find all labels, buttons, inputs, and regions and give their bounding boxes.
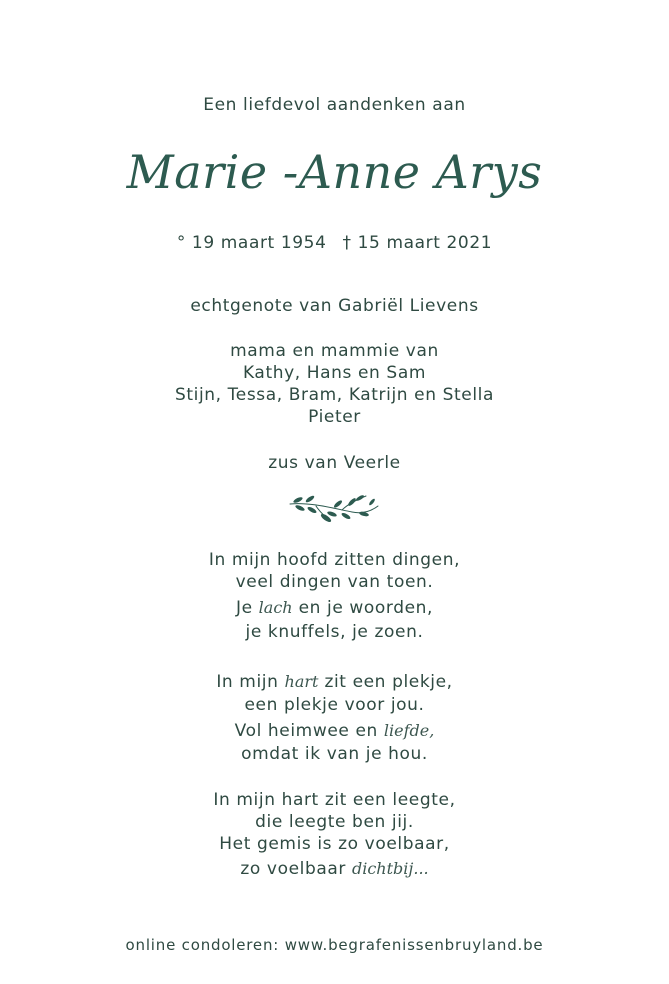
deceased-name: Marie -Anne Arys	[126, 145, 543, 199]
leaf-sprig-icon	[286, 490, 382, 526]
poem-s3-line-4-start: zo voelbaar	[240, 859, 346, 879]
poem-s1-line-2: veel dingen van toen.	[235, 572, 434, 592]
poem-s3-line-4	[0, 858, 669, 880]
spouse-text: echtgenote van Gabriël Lievens	[190, 296, 479, 316]
poem-script-word-dichtbij: dichtbij...	[351, 859, 429, 878]
poem-s2-line-1	[0, 671, 669, 693]
poem-s1-line-4: je knuffels, je zoen.	[245, 622, 424, 642]
intro-text: Een liefdevol aandenken aan	[203, 95, 466, 115]
family-line-4: Pieter	[308, 407, 361, 427]
poem-s2-line-2: een plekje voor jou.	[244, 695, 425, 715]
poem-script-word-hart: hart	[284, 672, 319, 691]
dates-row	[0, 232, 669, 254]
poem-s2-line-1-end: zit een plekje,	[324, 672, 453, 692]
death-date: † 15 maart 2021	[342, 233, 493, 253]
sibling-text: zus van Veerle	[268, 453, 401, 473]
poem-script-word-lach: lach	[258, 598, 293, 617]
family-line-1: mama en mammie van	[230, 341, 439, 361]
family-line-3: Stijn, Tessa, Bram, Katrijn en Stella	[175, 385, 494, 405]
online-condolence-link[interactable]: online condoleren: www.begrafenissenbruyland.be	[125, 936, 544, 954]
poem-s2-line-3-start: Vol heimwee en	[234, 721, 378, 741]
poem-s1-line-3	[0, 597, 669, 619]
poem-s2-line-4: omdat ik van je hou.	[241, 744, 428, 764]
poem-s2-line-3	[0, 720, 669, 742]
poem-script-word-liefde: liefde,	[383, 721, 435, 740]
poem-s3-line-2: die leegte ben jij.	[255, 812, 414, 832]
poem-s1-line-3-start: Je	[235, 598, 253, 618]
poem-s1-line-1: In mijn hoofd zitten dingen,	[208, 550, 461, 570]
family-line-2: Kathy, Hans en Sam	[242, 363, 427, 383]
poem-s3-line-1: In mijn hart zit een leegte,	[213, 790, 456, 810]
poem-s3-line-3: Het gemis is zo voelbaar,	[219, 834, 450, 854]
poem-s1-line-3-end: en je woorden,	[298, 598, 434, 618]
birth-date: ° 19 maart 1954	[176, 233, 327, 253]
poem-s2-line-1-start: In mijn	[216, 672, 279, 692]
